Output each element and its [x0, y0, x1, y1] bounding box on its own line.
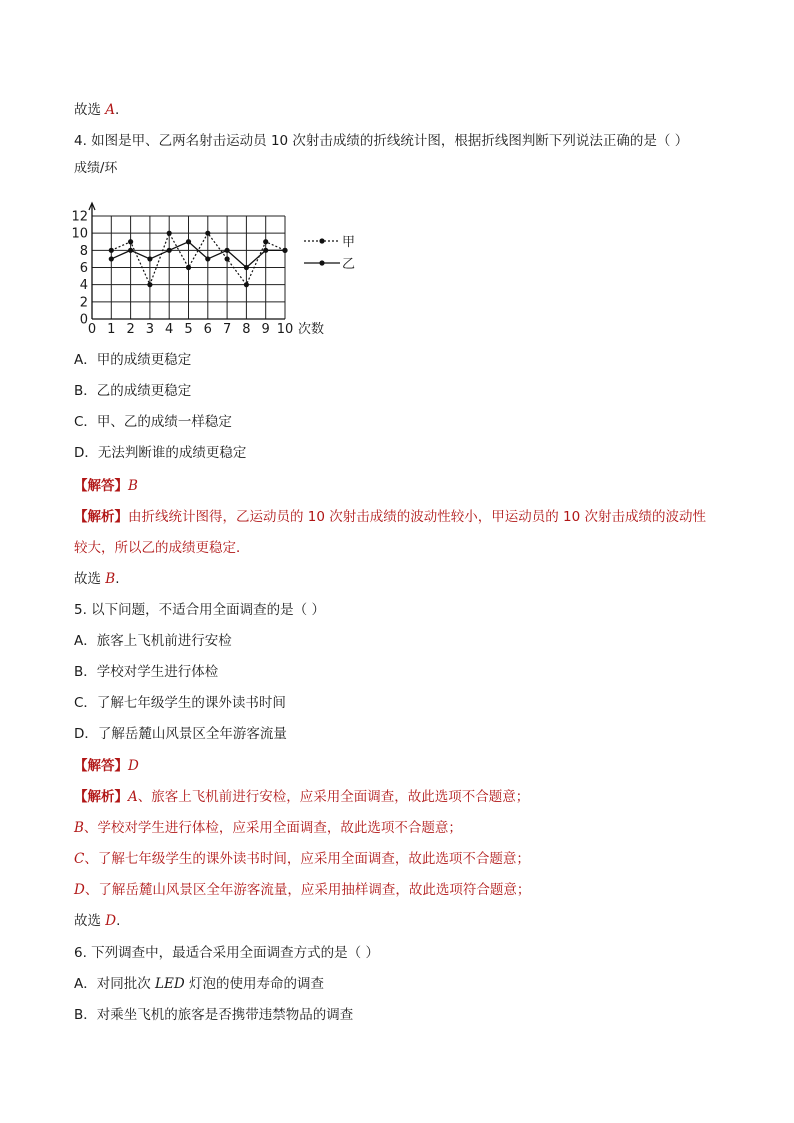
x-tick-label: 0 — [87, 322, 97, 337]
analysis-letter: A — [128, 789, 138, 805]
y-tick-label: 12 — [71, 209, 88, 225]
legend-marker — [319, 238, 324, 243]
x-tick-label: 7 — [222, 322, 232, 337]
analysis-text: 、旅客上飞机前进行安检，应采用全面调查，故此选项不合题意； — [137, 789, 530, 805]
analysis-letter: B — [74, 820, 84, 836]
x-tick-label: 5 — [184, 322, 193, 337]
y-tick-label: 6 — [79, 261, 88, 276]
legend-label: 乙 — [342, 257, 356, 272]
x-tick-label: 1 — [107, 322, 116, 337]
data-point — [282, 248, 287, 253]
answer-4 — [74, 477, 138, 495]
selection-prefix: 故选 — [74, 571, 106, 587]
analysis-label: 【解析】 — [74, 509, 128, 525]
selection-answer: B — [105, 571, 116, 587]
series-line-1 — [111, 233, 285, 285]
data-point — [205, 256, 210, 261]
selection-line-4 — [74, 570, 120, 588]
x-tick-label: 6 — [203, 322, 212, 337]
answer-label: 【解答】 — [74, 478, 128, 494]
question-5-stem: 5. 以下问题，不适合用全面调查的是（ ） — [74, 602, 325, 618]
data-point — [109, 256, 114, 261]
option-5c: C．了解七年级学生的课外读书时间 — [74, 695, 286, 711]
question-6-stem: 6. 下列调查中，最适合采用全面调查方式的是（ ） — [74, 945, 379, 961]
data-point — [263, 239, 268, 244]
y-tick-label: 8 — [79, 243, 88, 259]
answer-value: B — [128, 478, 138, 494]
selection-line-1 — [74, 101, 119, 119]
answer-value: D — [128, 758, 139, 774]
selection-suffix: . — [115, 571, 120, 587]
selection-answer: A — [105, 102, 116, 118]
option-5a: A．旅客上飞机前进行安检 — [74, 633, 232, 649]
selection-prefix: 故选 — [74, 913, 106, 929]
analysis-letter: C — [74, 851, 85, 867]
option-4c: C．甲、乙的成绩一样稳定 — [74, 414, 232, 430]
analysis-text: 、了解七年级学生的课外读书时间，应采用全面调查，故此选项不合题意； — [84, 851, 530, 867]
analysis-text: 、了解岳麓山风景区全年游客流量，应采用抽样调查，故此选项符合题意； — [84, 882, 531, 898]
y-axis-label: 成绩/环 — [74, 161, 118, 176]
data-point — [167, 231, 172, 236]
x-tick-label: 10 — [276, 322, 294, 337]
data-point — [263, 248, 268, 253]
x-tick-label: 4 — [165, 322, 174, 337]
analysis-5-line-2 — [74, 819, 462, 837]
x-axis-label: 次数 — [298, 322, 325, 337]
y-tick-label: 4 — [79, 278, 88, 294]
data-point — [225, 256, 230, 261]
data-point — [128, 239, 133, 244]
chart-legend — [304, 235, 355, 272]
data-point — [186, 239, 191, 244]
option-5b: B．学校对学生进行体检 — [74, 664, 219, 680]
analysis-4 — [74, 508, 706, 526]
legend-label: 甲 — [342, 235, 356, 250]
y-tick-label: 10 — [71, 226, 88, 242]
data-point — [147, 256, 152, 261]
analysis-5-line-3 — [74, 850, 530, 868]
x-tick-label: 8 — [242, 322, 251, 337]
x-tick-label: 9 — [261, 322, 270, 337]
line-chart — [64, 160, 374, 340]
option-5d: D．了解岳麓山风景区全年游客流量 — [74, 726, 287, 742]
x-tick-label: 2 — [126, 322, 135, 337]
selection-prefix: 故选 — [74, 102, 106, 118]
data-point — [186, 265, 191, 270]
analysis-text: 由折线统计图得，乙运动员的 10 次射击成绩的波动性较小，甲运动员的 10 次射击成绩的波动性 — [128, 509, 707, 525]
option-4d: D．无法判断谁的成绩更稳定 — [74, 445, 247, 461]
option-text: 灯泡的使用寿命的调查 — [184, 976, 324, 992]
data-point — [225, 248, 230, 253]
analysis-4-continued: 较大，所以乙的成绩更稳定． — [74, 540, 250, 556]
series-line-2 — [111, 242, 285, 268]
option-led: LED — [155, 976, 185, 992]
question-4-stem: 4. 如图是甲、乙两名射击运动员 10 次射击成绩的折线统计图，根据折线图判断下列说法正确的是（ ） — [74, 133, 689, 149]
data-point — [244, 265, 249, 270]
analysis-text: 、学校对学生进行体检，应采用全面调查，故此选项不合题意； — [83, 820, 462, 836]
data-point — [109, 248, 114, 253]
data-point — [244, 282, 249, 287]
analysis-5-line-4 — [74, 881, 530, 899]
option-4b: B．乙的成绩更稳定 — [74, 383, 192, 399]
option-6a — [74, 975, 324, 993]
option-6b: B．对乘坐飞机的旅客是否携带违禁物品的调查 — [74, 1007, 354, 1023]
answer-5 — [74, 757, 139, 775]
option-text: A．对同批次 — [74, 976, 156, 992]
answer-label: 【解答】 — [74, 758, 128, 774]
y-tick-label: 0 — [79, 312, 88, 328]
data-point — [167, 248, 172, 253]
selection-suffix: . — [115, 102, 120, 118]
data-point — [147, 282, 152, 287]
analysis-5-line-1 — [74, 788, 529, 806]
selection-answer: D — [105, 913, 117, 929]
x-tick-label: 3 — [145, 322, 155, 337]
y-tick-label: 2 — [79, 295, 88, 311]
option-4a: A．甲的成绩更稳定 — [74, 352, 192, 368]
analysis-letter: D — [74, 882, 85, 898]
selection-line-5 — [74, 912, 120, 930]
data-point — [128, 248, 133, 253]
legend-marker — [319, 260, 324, 265]
selection-suffix: . — [116, 913, 121, 929]
analysis-label: 【解析】 — [74, 789, 128, 805]
chart-series — [109, 231, 288, 288]
data-point — [205, 231, 210, 236]
